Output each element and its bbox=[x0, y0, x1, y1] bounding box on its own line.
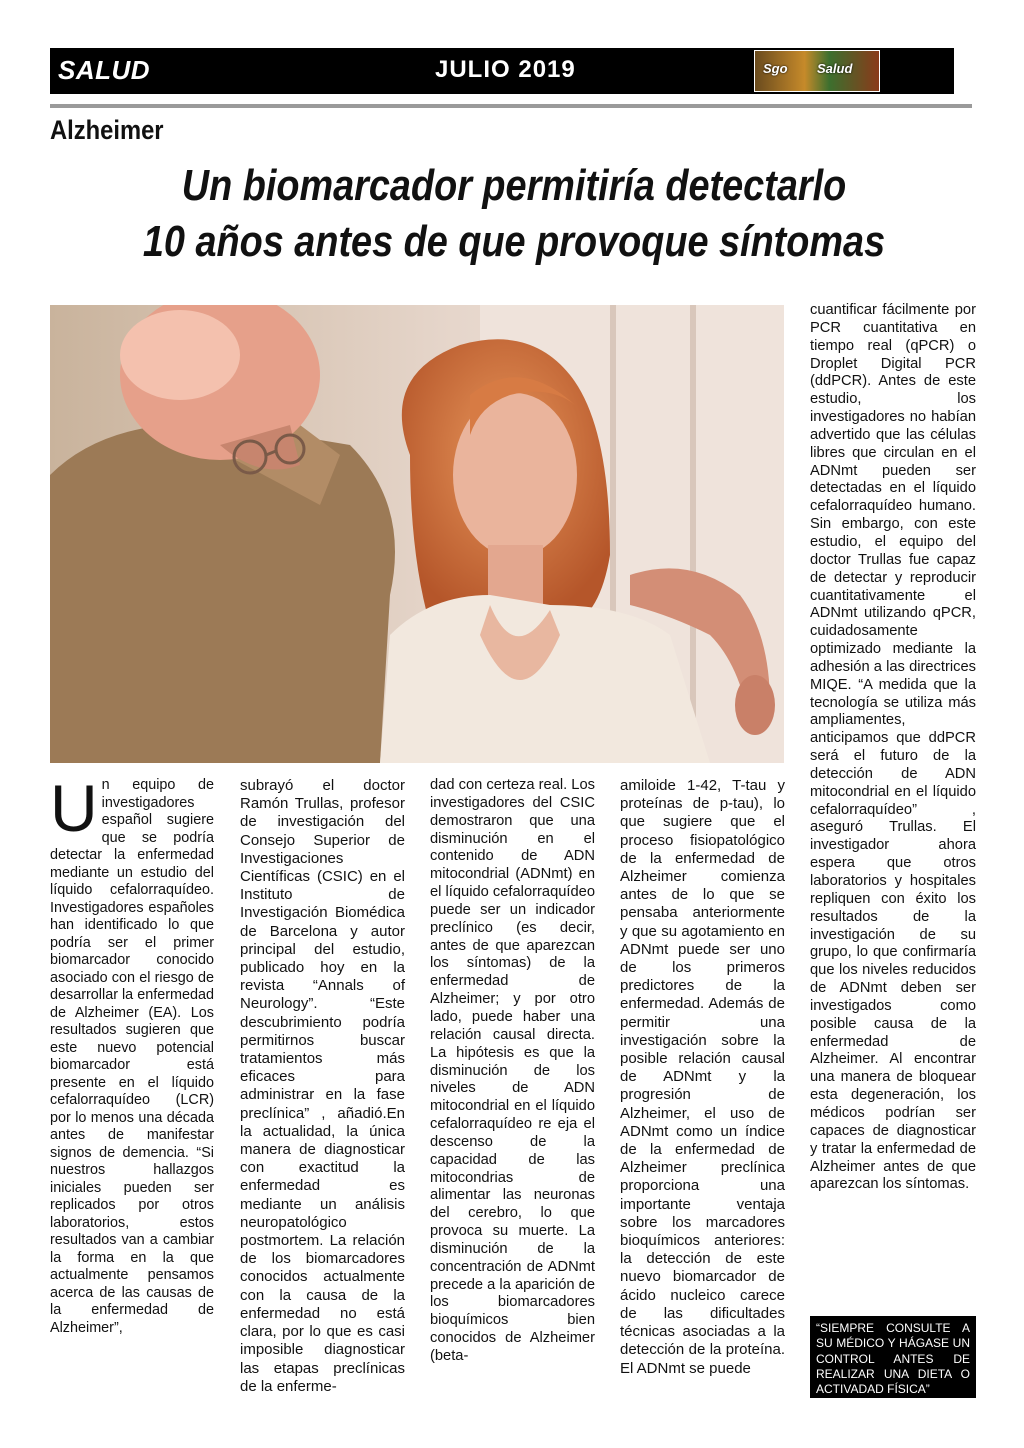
publication-logo bbox=[754, 50, 880, 92]
article-column-5: cuantificar fácilmente por PCR cuantitativa en tiempo real (qPCR) o Droplet Digital PCR (ddPCR). Antes de este estudio, los investigadores no habían advertido que las células libres que circulan en el ADNmt pueden ser detectadas en el líquido cefalorraquídeo humano. Sin embargo, con este estudio, el equipo del doctor Trullas fue capaz de detectar y reproducir cuantitativamente el ADNmt utilizando qPCR, cuidadosamente optimizado mediante la adhesión a las directrices MIQE. “A medida que la tecnología se utiliza más ampliamentes, anticipamos que ddPCR será el futuro de la detección de ADN mitocondrial en el líquido cefalorraquídeo” , aseguró Trullas. El investigador ahora espera que otros laboratorios y hospitales repliquen con éxito los resultados de la investigación de su grupo, lo que confirmaría que los niveles reducidos de ADNmt deben ser investigados como posible causa de la enfermedad de Alzheimer. Al encontrar una manera de bloquear esta degeneración, los médicos podrían ser capaces de diagnosticar y tratar la enfermedad de Alzheimer antes de que aparezcan los síntomas. bbox=[810, 302, 976, 1193]
article-column-4: amiloide 1-42, T-tau y proteínas de p-tau), lo que sugiere que el proceso fisiopatológico de la enfermedad de Alzheimer comienza antes de lo que se pensaba anteriormente y que su agotamiento en ADNmt puede ser uno de los primeros predictores de la enfermedad. Además de permitir una investigación sobre la posible relación causal de ADNmt y la progresión de Alzheimer, el uso de ADNmt como un índice de la enfermedad de Alzheimer preclínica proporciona una importante ventaja sobre los marcadores bioquímicos anteriores: la detección de este nuevo biomarcador de ácido nucleico carece de las dificultades técnicas asociadas a la detección de la proteína. El ADNmt se puede bbox=[620, 777, 785, 1377]
article-photo bbox=[50, 305, 784, 763]
column-1-text: n equipo de investigadores español sugiere que se podría detectar la enfermedad mediante un estudio del líquido cefalorraquídeo. Investigadores españoles han identificado lo que podría ser el primer biomarcador conocido asociado con el riesgo de desarrollar la enfermedad de Alzheimer (EA). Los resultados sugieren que este nuevo potencial biomarcador está presente en el líquido cefalorraquídeo (LCR) por lo menos una década antes de manifestar signos de demencia. “Si nuestros hallazgos iniciales pueden ser replicados por otros laboratorios, estos resultados van a cambiar la forma en la que actualmente pensamos acerca de las causas de la enfermedad de Alzheimer”, bbox=[50, 777, 214, 1336]
headline-line-2: 10 años antes de que provoque síntomas bbox=[142, 217, 886, 266]
section-kicker: Alzheimer bbox=[50, 115, 164, 145]
article-column-3: dad con certeza real. Los investigadores del CSIC demostraron que una disminución en el contenido de ADN mitocondrial (ADNmt) en el líquido cefalorraquídeo puede ser un indicador preclínico (es decir, antes de que aparezcan los síntomas) de la enfermedad de Alzheimer; y por otro lado, puede haber una relación causal directa. La hipótesis es que la disminución de los niveles de ADN mitocondrial en el líquido cefalorraquídeo re eja el descenso de la capacidad de las mitocondrias de alimentar las neuronas del cerebro, lo que provoca su muerte. La disminución de la concentración de ADNmt precede a la aparición de los biomarcadores bioquímicos bien conocidos de Alzheimer (beta- bbox=[430, 777, 595, 1364]
header-divider bbox=[50, 104, 972, 108]
elderly-couple-photo bbox=[50, 305, 784, 763]
article-headline bbox=[115, 158, 913, 270]
section-label: SALUD bbox=[58, 55, 151, 85]
header-bar bbox=[50, 48, 954, 94]
article-column-2: subrayó el doctor Ramón Trullas, profesor de investigación del Consejo Superior de Investigaciones Científicas (CSIC) en el Instituto de Investigación Biomédica de Barcelona y autor principal del estudio, publicado hoy en la revista “Annals of Neurology”. “Este descubrimiento podría permitirnos buscar tratamientos más eficaces para administrar en la fase preclínica” , añadió.En la actualidad, la única manera de diagnosticar con exactitud la enfermedad es mediante un análisis neuropatológico postmortem. La relación de los biomarcadores conocidos actualmente con la causa de la enfermedad no está clara, por lo que es casi imposible diagnosticar las etapas preclínicas de la enferme- bbox=[240, 777, 405, 1395]
drop-cap: U bbox=[50, 771, 98, 845]
logo-text-2: Salud bbox=[817, 61, 853, 76]
article-column-1 bbox=[50, 771, 214, 1337]
headline-line-1: Un biomarcador permitiría detectarlo bbox=[181, 161, 847, 210]
health-advice-box: “SIEMPRE CONSULTE A SU MÉDICO Y HÁGASE UN CONTROL ANTES DE REALIZAR UNA DIETA O ACTIVADAD FÍSICA” bbox=[810, 1316, 976, 1398]
page-number: 15 bbox=[918, 50, 954, 86]
issue-date: JULIO 2019 bbox=[435, 56, 576, 83]
logo-text-1: Sgo bbox=[763, 61, 788, 76]
